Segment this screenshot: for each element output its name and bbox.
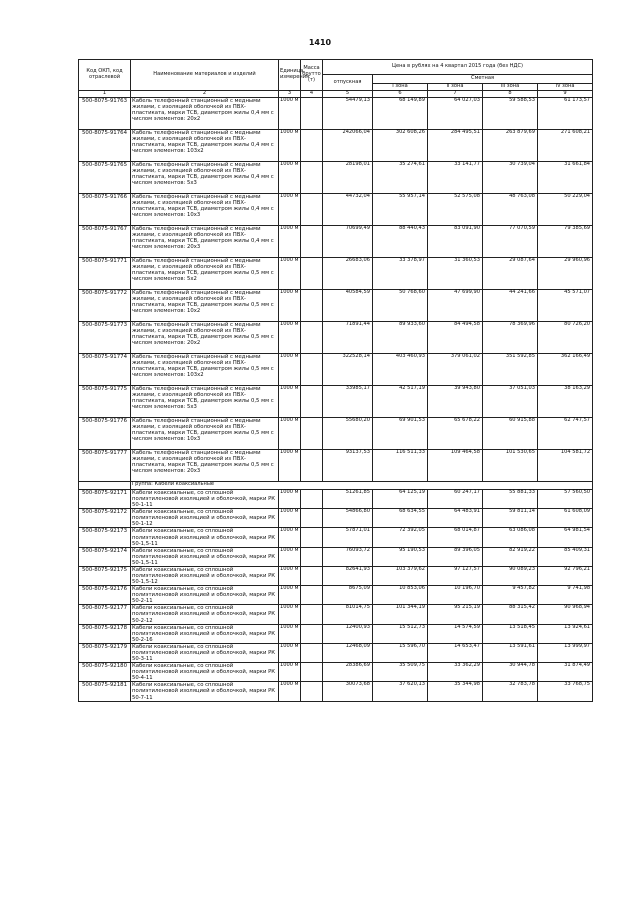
release-price: 93137,53: [323, 450, 373, 482]
table-row: [79, 354, 593, 386]
okp-code: 500-8075-92174: [79, 547, 131, 566]
gross-mass: [301, 663, 323, 682]
price-zone-4: 57 560,50: [538, 490, 593, 509]
table-row: [79, 450, 593, 482]
price-zone-2: 65 678,22: [428, 418, 483, 450]
price-zone-4: 362 166,49: [538, 354, 593, 386]
okp-code: 500-8075-91765: [79, 162, 131, 194]
okp-code: 500-8075-91763: [79, 98, 131, 130]
price-zone-2: 60 247,17: [428, 490, 483, 509]
price-zone-3: 13 591,61: [483, 643, 538, 662]
okp-code: 500-8075-91764: [79, 130, 131, 162]
price-zone-1: 35 509,75: [373, 663, 428, 682]
unit-of-measure: 1000 м: [279, 605, 301, 624]
unit-of-measure: 1000 м: [279, 528, 301, 547]
price-zone-1: 89 933,60: [373, 322, 428, 354]
item-name: Кабель телефонный станционный с медными жилами, с изоляцией оболочкой из ПВХ-пластиката, марки ТСВ, диаметром жилы 0,5 мм с числом элементов: 10х2: [131, 290, 279, 322]
price-zone-4: 31 661,84: [538, 162, 593, 194]
price-zone-3: 30 739,04: [483, 162, 538, 194]
table-row: [79, 624, 593, 643]
unit-of-measure: 1000 м: [279, 194, 301, 226]
price-zone-3: 88 315,42: [483, 605, 538, 624]
release-price: 8675,09: [323, 586, 373, 605]
item-name: Кабель телефонный станционный с медными жилами, с изоляцией оболочкой из ПВХ-пластиката, марки ТСВ, диаметром жилы 0,4 мм с числом элементов: 20х3: [131, 226, 279, 258]
price-zone-4: 104 581,72: [538, 450, 593, 482]
table-row: [79, 605, 593, 624]
price-zone-2: 33 141,77: [428, 162, 483, 194]
group-label: Группа: Кабели коаксиальные: [131, 482, 593, 490]
unit-of-measure: 1000 м: [279, 682, 301, 701]
price-zone-1: 69 901,53: [373, 418, 428, 450]
okp-code: 500-8075-91772: [79, 290, 131, 322]
unit-of-measure: 1000 м: [279, 547, 301, 566]
price-zone-4: 50 229,04: [538, 194, 593, 226]
item-name: Кабель телефонный станционный с медными жилами, с изоляцией оболочкой из ПВХ-пластиката, марки ТСВ, диаметром жилы 0,5 мм с числом элементов: 5х3: [131, 386, 279, 418]
okp-code: 500-8075-92171: [79, 490, 131, 509]
price-zone-2: 64 027,03: [428, 98, 483, 130]
table-row: [79, 682, 593, 701]
release-price: 57871,01: [323, 528, 373, 547]
price-zone-2: 33 362,29: [428, 663, 483, 682]
table-row: [79, 386, 593, 418]
gross-mass: [301, 624, 323, 643]
price-zone-3: 77 070,59: [483, 226, 538, 258]
unit-of-measure: 1000 м: [279, 643, 301, 662]
table-row: [79, 547, 593, 566]
table-row: [79, 226, 593, 258]
release-price: 51261,85: [323, 490, 373, 509]
okp-code: 500-8075-91774: [79, 354, 131, 386]
price-zone-3: 55 881,33: [483, 490, 538, 509]
price-zone-2: 47 699,90: [428, 290, 483, 322]
release-price: 81014,75: [323, 605, 373, 624]
gross-mass: [301, 605, 323, 624]
item-name: Кабель телефонный станционный с медными жилами, с изоляцией оболочкой из ПВХ-пластиката, марки ТСВ, диаметром жилы 0,4 мм с числом элементов: 10х3: [131, 194, 279, 226]
item-name: Кабели коаксиальные, со сплошной полиэтиленовой изоляцией и оболочкой, марки РК 50-4-11: [131, 663, 279, 682]
item-name: Кабель телефонный станционный с медными жилами, с изоляцией оболочкой из ПВХ-пластиката, марки ТСВ, диаметром жилы 0,4 мм с числом элементов: 20х2: [131, 98, 279, 130]
header-name: Наименование материалов и изделий: [131, 60, 279, 91]
price-zone-4: 80 726,20: [538, 322, 593, 354]
price-zone-3: 78 369,96: [483, 322, 538, 354]
header-zone-1: I зона: [373, 84, 428, 91]
price-zone-1: 50 768,60: [373, 290, 428, 322]
table-row: [79, 290, 593, 322]
table-row: [79, 162, 593, 194]
item-name: Кабели коаксиальные, со сплошной полиэтиленовой изоляцией и оболочкой, марки РК 50-1,5-12: [131, 566, 279, 585]
price-zone-1: 103 379,62: [373, 566, 428, 585]
gross-mass: [301, 509, 323, 528]
item-name: Кабель телефонный станционный с медными жилами, с изоляцией оболочкой из ПВХ-пластиката, марки ТСВ, диаметром жилы 0,5 мм с числом элементов: 20х2: [131, 322, 279, 354]
unit-of-measure: 1000 м: [279, 566, 301, 585]
okp-code: 500-8075-91773: [79, 322, 131, 354]
price-zone-1: 95 190,53: [373, 547, 428, 566]
unit-of-measure: 1000 м: [279, 386, 301, 418]
gross-mass: [301, 290, 323, 322]
unit-of-measure: 1000 м: [279, 624, 301, 643]
price-zone-2: 84 494,58: [428, 322, 483, 354]
price-zone-3: 59 588,53: [483, 98, 538, 130]
price-zone-4: 61 608,09: [538, 509, 593, 528]
price-zone-3: 13 518,45: [483, 624, 538, 643]
unit-of-measure: 1000 м: [279, 258, 301, 290]
column-number: 4: [301, 91, 323, 98]
price-zone-4: 271 608,21: [538, 130, 593, 162]
price-zone-2: 68 014,87: [428, 528, 483, 547]
header-code: Код ОКП, код отраслевой: [79, 60, 131, 91]
price-zone-1: 403 460,93: [373, 354, 428, 386]
gross-mass: [301, 386, 323, 418]
price-zone-1: 101 344,19: [373, 605, 428, 624]
item-name: Кабель телефонный станционный с медными жилами, с изоляцией оболочкой из ПВХ-пластиката, марки ТСВ, диаметром жилы 0,4 мм с числом элементов: 103х2: [131, 130, 279, 162]
header-release: отпускная: [323, 75, 373, 91]
item-name: Кабели коаксиальные, со сплошной полиэтиленовой изоляцией и оболочкой, марки РК 50-7-11: [131, 682, 279, 701]
price-zone-3: 9 457,82: [483, 586, 538, 605]
gross-mass: [301, 418, 323, 450]
item-name: Кабели коаксиальные, со сплошной полиэтиленовой изоляцией и оболочкой, марки РК 50-2-11: [131, 586, 279, 605]
release-price: 54479,13: [323, 98, 373, 130]
unit-of-measure: 1000 м: [279, 354, 301, 386]
okp-code: 500-8075-92175: [79, 566, 131, 585]
item-name: Кабели коаксиальные, со сплошной полиэтиленовой изоляцией и оболочкой, марки РК 50-1-12: [131, 509, 279, 528]
gross-mass: [301, 226, 323, 258]
price-zone-2: 64 483,91: [428, 509, 483, 528]
okp-code: 500-8075-91767: [79, 226, 131, 258]
item-name: Кабели коаксиальные, со сплошной полиэтиленовой изоляцией и оболочкой, марки РК 50-3-11: [131, 643, 279, 662]
price-zone-4: 92 796,21: [538, 566, 593, 585]
price-zone-3: 48 763,08: [483, 194, 538, 226]
item-name: Кабель телефонный станционный с медными жилами, с изоляцией оболочкой из ПВХ-пластиката, марки ТСВ, диаметром жилы 0,5 мм с числом элементов: 10х3: [131, 418, 279, 450]
price-zone-3: 29 087,64: [483, 258, 538, 290]
price-zone-3: 101 530,65: [483, 450, 538, 482]
unit-of-measure: 1000 м: [279, 290, 301, 322]
okp-code: 500-8075-91776: [79, 418, 131, 450]
okp-code: 500-8075-91775: [79, 386, 131, 418]
price-zone-4: 33 768,75: [538, 682, 593, 701]
price-zone-3: 63 086,08: [483, 528, 538, 547]
header-zone-3: III зона: [483, 84, 538, 91]
gross-mass: [301, 162, 323, 194]
header-unit: Единица измерения: [279, 60, 301, 91]
gross-mass: [301, 682, 323, 701]
table-row: [79, 322, 593, 354]
unit-of-measure: 1000 м: [279, 98, 301, 130]
price-zone-1: 15 512,73: [373, 624, 428, 643]
price-zone-4: 64 981,54: [538, 528, 593, 547]
header-estimate: Сметная: [373, 75, 593, 84]
price-zone-2: 35 344,98: [428, 682, 483, 701]
price-zone-4: 90 968,94: [538, 605, 593, 624]
gross-mass: [301, 547, 323, 566]
price-zone-2: 14 574,59: [428, 624, 483, 643]
unit-of-measure: 1000 м: [279, 162, 301, 194]
release-price: 70699,49: [323, 226, 373, 258]
gross-mass: [301, 450, 323, 482]
price-zone-3: 30 944,78: [483, 663, 538, 682]
okp-code: 500-8075-92180: [79, 663, 131, 682]
price-zone-2: 284 495,51: [428, 130, 483, 162]
item-name: Кабели коаксиальные, со сплошной полиэтиленовой изоляцией и оболочкой, марки РК 50-1-11: [131, 490, 279, 509]
gross-mass: [301, 643, 323, 662]
price-zone-1: 10 853,06: [373, 586, 428, 605]
price-zone-1: 68 634,55: [373, 509, 428, 528]
price-zone-4: 31 874,49: [538, 663, 593, 682]
unit-of-measure: 1000 м: [279, 586, 301, 605]
price-zone-2: 109 464,58: [428, 450, 483, 482]
price-zone-2: 89 396,05: [428, 547, 483, 566]
price-zone-3: 44 241,66: [483, 290, 538, 322]
price-zone-1: 37 620,13: [373, 682, 428, 701]
price-zone-1: 88 440,43: [373, 226, 428, 258]
price-zone-1: 42 517,19: [373, 386, 428, 418]
table-row: [79, 130, 593, 162]
column-number: 7: [428, 91, 483, 98]
okp-code: 500-8075-92179: [79, 643, 131, 662]
price-zone-1: 302 608,26: [373, 130, 428, 162]
gross-mass: [301, 130, 323, 162]
item-name: Кабель телефонный станционный с медными жилами, с изоляцией оболочкой из ПВХ-пластиката, марки ТСВ, диаметром жилы 0,5 мм с числом элементов: 103х2: [131, 354, 279, 386]
table-row: [79, 490, 593, 509]
release-price: 44732,04: [323, 194, 373, 226]
item-name: Кабель телефонный станционный с медными жилами, с изоляцией оболочкой из ПВХ-пластиката, марки ТСВ, диаметром жилы 0,4 мм с числом элементов: 5х3: [131, 162, 279, 194]
page-number: 1410: [308, 38, 332, 47]
unit-of-measure: 1000 м: [279, 130, 301, 162]
gross-mass: [301, 586, 323, 605]
release-price: 55680,20: [323, 418, 373, 450]
okp-code: 500-8075-91771: [79, 258, 131, 290]
price-zone-3: 351 592,85: [483, 354, 538, 386]
gross-mass: [301, 98, 323, 130]
release-price: 71891,44: [323, 322, 373, 354]
price-zone-1: 35 274,61: [373, 162, 428, 194]
table-row: [79, 258, 593, 290]
gross-mass: [301, 528, 323, 547]
price-zone-4: 79 385,69: [538, 226, 593, 258]
price-zone-4: 45 571,07: [538, 290, 593, 322]
release-price: 76093,72: [323, 547, 373, 566]
release-price: 26683,06: [323, 258, 373, 290]
price-zone-2: 379 061,02: [428, 354, 483, 386]
table-row: [79, 586, 593, 605]
release-price: 12400,93: [323, 624, 373, 643]
price-zone-2: 39 943,80: [428, 386, 483, 418]
header-zone-4: IV зона: [538, 84, 593, 91]
unit-of-measure: 1000 м: [279, 450, 301, 482]
price-zone-1: 72 392,05: [373, 528, 428, 547]
price-zone-2: 31 360,53: [428, 258, 483, 290]
okp-code: 500-8075-91766: [79, 194, 131, 226]
gross-mass: [301, 322, 323, 354]
price-zone-3: 82 919,22: [483, 547, 538, 566]
table-row: [79, 194, 593, 226]
release-price: 12468,09: [323, 643, 373, 662]
price-table: [78, 59, 593, 702]
price-zone-4: 13 924,61: [538, 624, 593, 643]
column-number: 5: [323, 91, 373, 98]
table-row: [79, 509, 593, 528]
unit-of-measure: 1000 м: [279, 322, 301, 354]
release-price: 30073,68: [323, 682, 373, 701]
table-row: [79, 528, 593, 547]
okp-code: 500-8075-92181: [79, 682, 131, 701]
table-header: [79, 60, 593, 98]
price-zone-4: 62 747,57: [538, 418, 593, 450]
price-zone-2: 95 215,19: [428, 605, 483, 624]
gross-mass: [301, 566, 323, 585]
price-zone-3: 60 915,88: [483, 418, 538, 450]
release-price: 54866,80: [323, 509, 373, 528]
okp-code: 500-8075-92172: [79, 509, 131, 528]
release-price: 28386,69: [323, 663, 373, 682]
gross-mass: [301, 194, 323, 226]
column-number: 1: [79, 91, 131, 98]
gross-mass: [301, 354, 323, 386]
release-price: 242066,04: [323, 130, 373, 162]
price-zone-3: 90 089,23: [483, 566, 538, 585]
table-row: [79, 663, 593, 682]
column-number: 8: [483, 91, 538, 98]
gross-mass: [301, 258, 323, 290]
gross-mass: [301, 490, 323, 509]
okp-code: 500-8075-92173: [79, 528, 131, 547]
unit-of-measure: 1000 м: [279, 418, 301, 450]
item-name: Кабели коаксиальные, со сплошной полиэтиленовой изоляцией и оболочкой, марки РК 50-2-12: [131, 605, 279, 624]
price-zone-1: 64 125,19: [373, 490, 428, 509]
price-zone-2: 10 196,70: [428, 586, 483, 605]
release-price: 40584,59: [323, 290, 373, 322]
okp-code: 500-8075-92178: [79, 624, 131, 643]
price-zone-3: 37 051,03: [483, 386, 538, 418]
header-zone-2: II зона: [428, 84, 483, 91]
price-zone-4: 38 163,29: [538, 386, 593, 418]
table-row: [79, 643, 593, 662]
table-body: [79, 98, 593, 702]
price-zone-1: 116 511,33: [373, 450, 428, 482]
column-number: 6: [373, 91, 428, 98]
item-name: Кабель телефонный станционный с медными жилами, с изоляцией оболочкой из ПВХ-пластиката, марки ТСВ, диаметром жилы 0,5 мм с числом элементов: 5х2: [131, 258, 279, 290]
release-price: 322528,14: [323, 354, 373, 386]
item-name: Кабели коаксиальные, со сплошной полиэтиленовой изоляцией и оболочкой, марки РК 50-2-16: [131, 624, 279, 643]
okp-code: 500-8075-92177: [79, 605, 131, 624]
release-price: 28198,01: [323, 162, 373, 194]
column-number: 3: [279, 91, 301, 98]
price-zone-1: 33 378,97: [373, 258, 428, 290]
table-row: [79, 418, 593, 450]
column-number: 2: [131, 91, 279, 98]
price-zone-1: 55 957,14: [373, 194, 428, 226]
price-zone-4: 29 960,96: [538, 258, 593, 290]
header-mass: Масса брутто (т): [301, 60, 323, 91]
price-zone-2: 14 653,47: [428, 643, 483, 662]
price-zone-4: 9 741,98: [538, 586, 593, 605]
price-zone-2: 52 575,08: [428, 194, 483, 226]
unit-of-measure: 1000 м: [279, 226, 301, 258]
release-price: 33985,17: [323, 386, 373, 418]
unit-of-measure: 1000 м: [279, 663, 301, 682]
table-row: [79, 566, 593, 585]
item-name: Кабель телефонный станционный с медными жилами, с изоляцией оболочкой из ПВХ-пластиката, марки ТСВ, диаметром жилы 0,5 мм с числом элементов: 20х3: [131, 450, 279, 482]
table-row: [79, 98, 593, 130]
header-prices: Цена в рублях на 4 квартал 2015 года (без НДС): [323, 60, 593, 75]
price-zone-1: 15 596,70: [373, 643, 428, 662]
okp-code: 500-8075-92176: [79, 586, 131, 605]
release-price: 82641,93: [323, 566, 373, 585]
unit-of-measure: 1000 м: [279, 490, 301, 509]
unit-of-measure: 1000 м: [279, 509, 301, 528]
item-name: Кабели коаксиальные, со сплошной полиэтиленовой изоляцией и оболочкой, марки РК 50-1,5-11: [131, 547, 279, 566]
okp-code: 500-8075-91777: [79, 450, 131, 482]
price-zone-4: 61 173,57: [538, 98, 593, 130]
price-zone-3: 263 879,69: [483, 130, 538, 162]
price-zone-4: 85 409,31: [538, 547, 593, 566]
item-name: Кабели коаксиальные, со сплошной полиэтиленовой изоляцией и оболочкой, марки РК 50-1,5-11: [131, 528, 279, 547]
price-zone-1: 68 149,89: [373, 98, 428, 130]
price-zone-4: 13 999,97: [538, 643, 593, 662]
price-zone-3: 32 783,78: [483, 682, 538, 701]
price-zone-2: 97 127,57: [428, 566, 483, 585]
column-number: 9: [538, 91, 593, 98]
price-zone-2: 83 091,90: [428, 226, 483, 258]
price-zone-3: 59 811,14: [483, 509, 538, 528]
